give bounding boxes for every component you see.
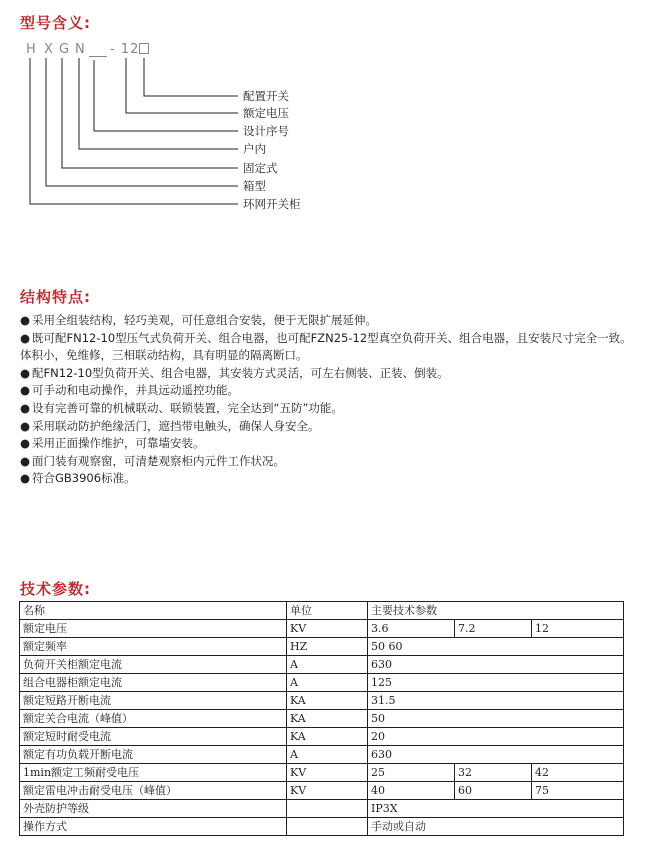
row-name: 组合电器柜额定电流 — [20, 674, 287, 692]
code-letter-x: X — [44, 42, 54, 57]
row-value: 3.6 — [368, 620, 455, 638]
bullet-icon: ● — [20, 365, 31, 380]
feature-item: ● 设有完善可靠的机械联动、联锁装置，完全达到“五防”功能。 — [20, 400, 635, 418]
row-value: 125 — [368, 674, 624, 692]
row-name: 额定电压 — [20, 620, 287, 638]
leader-line-rated-voltage — [126, 58, 238, 113]
legend-design-no: 设计序号 — [243, 124, 289, 138]
table-row — [20, 746, 624, 764]
feature-item: ● 面门装有观察窗，可清楚观察柜内元件工作状况。 — [20, 453, 635, 471]
bullet-icon: ● — [20, 400, 31, 415]
row-value: 25 — [368, 764, 455, 782]
feature-item: ● 采用联动防护绝缘活门，遮挡带电触头，确保人身安全。 — [20, 418, 635, 436]
row-unit: A — [287, 656, 368, 674]
row-unit: HZ — [287, 638, 368, 656]
row-value: 12 — [532, 620, 624, 638]
bullet-icon: ● — [20, 453, 31, 468]
row-unit — [287, 800, 368, 818]
features-heading: 结构特点: — [20, 288, 91, 306]
row-unit: KV — [287, 764, 368, 782]
leader-line-config-switch — [144, 58, 238, 96]
bullet-icon: ● — [20, 471, 31, 486]
table-row — [20, 620, 624, 638]
row-name: 负荷开关柜额定电流 — [20, 656, 287, 674]
row-unit: KV — [287, 782, 368, 800]
legend-config-switch: 配置开关 — [243, 89, 289, 103]
bullet-icon: ● — [20, 330, 31, 345]
legend-indoor: 户内 — [243, 142, 266, 156]
row-name: 额定雷电冲击耐受电压（峰值） — [20, 782, 287, 800]
row-unit: A — [287, 674, 368, 692]
row-value: 32 — [455, 764, 532, 782]
params-table — [19, 601, 624, 836]
feature-item: ● 符合GB3906标准。 — [20, 470, 635, 488]
header-unit: 单位 — [287, 602, 368, 620]
params-heading: 技术参数: — [20, 580, 91, 598]
table-row — [20, 674, 624, 692]
bullet-icon: ● — [20, 313, 31, 327]
legend-box: 箱型 — [243, 179, 266, 193]
header-params: 主要技术参数 — [368, 602, 624, 620]
bullet-icon: ● — [20, 383, 31, 398]
bullet-icon: ● — [20, 436, 31, 451]
row-value: 630 — [368, 656, 624, 674]
table-row — [20, 764, 624, 782]
row-unit: KA — [287, 710, 368, 728]
code-letter-h: H — [26, 42, 37, 57]
row-value: 75 — [532, 782, 624, 800]
table-row — [20, 692, 624, 710]
row-name: 外壳防护等级 — [20, 800, 287, 818]
table-row — [20, 800, 624, 818]
row-name: 额定频率 — [20, 638, 287, 656]
legend-rated-voltage: 额定电压 — [243, 106, 289, 120]
header-name: 名称 — [20, 602, 287, 620]
model-heading: 型号含义: — [20, 14, 91, 32]
row-name: 额定关合电流（峰值） — [20, 710, 287, 728]
row-value: 20 — [368, 728, 624, 746]
row-value: 42 — [532, 764, 624, 782]
bullet-icon: ● — [20, 418, 31, 433]
row-value: 7.2 — [455, 620, 532, 638]
row-value: 手动或自动 — [368, 818, 624, 836]
model-leader-lines — [0, 0, 650, 230]
feature-item: ● 采用全组装结构，轻巧美观，可任意组合安装，便于无限扩展延伸。 — [20, 312, 635, 330]
row-unit — [287, 818, 368, 836]
table-row — [20, 656, 624, 674]
code-suffix: - 12 — [110, 42, 140, 57]
row-value: 630 — [368, 746, 624, 764]
row-unit: KA — [287, 728, 368, 746]
row-name: 1min额定工频耐受电压 — [20, 764, 287, 782]
table-row — [20, 728, 624, 746]
table-row — [20, 782, 624, 800]
row-name: 额定有功负载开断电流 — [20, 746, 287, 764]
row-name: 额定短时耐受电流 — [20, 728, 287, 746]
row-value: 60 — [455, 782, 532, 800]
row-name: 操作方式 — [20, 818, 287, 836]
row-value: 40 — [368, 782, 455, 800]
table-row — [20, 710, 624, 728]
row-unit: KV — [287, 620, 368, 638]
row-unit: KA — [287, 692, 368, 710]
code-letter-g: G — [59, 42, 71, 57]
leader-line-box — [46, 58, 238, 186]
feature-item: ● 可手动和电动操作，并具远动遥控功能。 — [20, 382, 635, 400]
table-row — [20, 818, 624, 836]
legend-ring-unit: 环网开关柜 — [243, 197, 301, 211]
row-value: IP3X — [368, 800, 624, 818]
row-name: 额定短路开断电流 — [20, 692, 287, 710]
table-row — [20, 638, 624, 656]
leader-line-indoor — [79, 58, 238, 149]
feature-item: ● 采用正面操作维护，可靠墙安装。 — [20, 435, 635, 453]
feature-item: ● 既可配FN12-10型压气式负荷开关、组合电器，也可配FZN25-12型真空负荷开关、组合电器，且安装尺寸完全一致。体积小，免维修，三相联动结构，具有明显的隔离断口。 — [20, 330, 632, 363]
code-letter-n: N — [75, 42, 86, 57]
legend-fixed: 固定式 — [243, 161, 278, 175]
table-header-row — [20, 602, 624, 620]
row-unit: A — [287, 746, 368, 764]
row-value: 31.5 — [368, 692, 624, 710]
feature-item: ● 配FN12-10型负荷开关、组合电器，其安装方式灵活，可左右侧装、正装、倒装。 — [20, 365, 635, 383]
row-value: 50 — [368, 710, 624, 728]
row-value: 50 60 — [368, 638, 624, 656]
features-list — [20, 312, 635, 488]
